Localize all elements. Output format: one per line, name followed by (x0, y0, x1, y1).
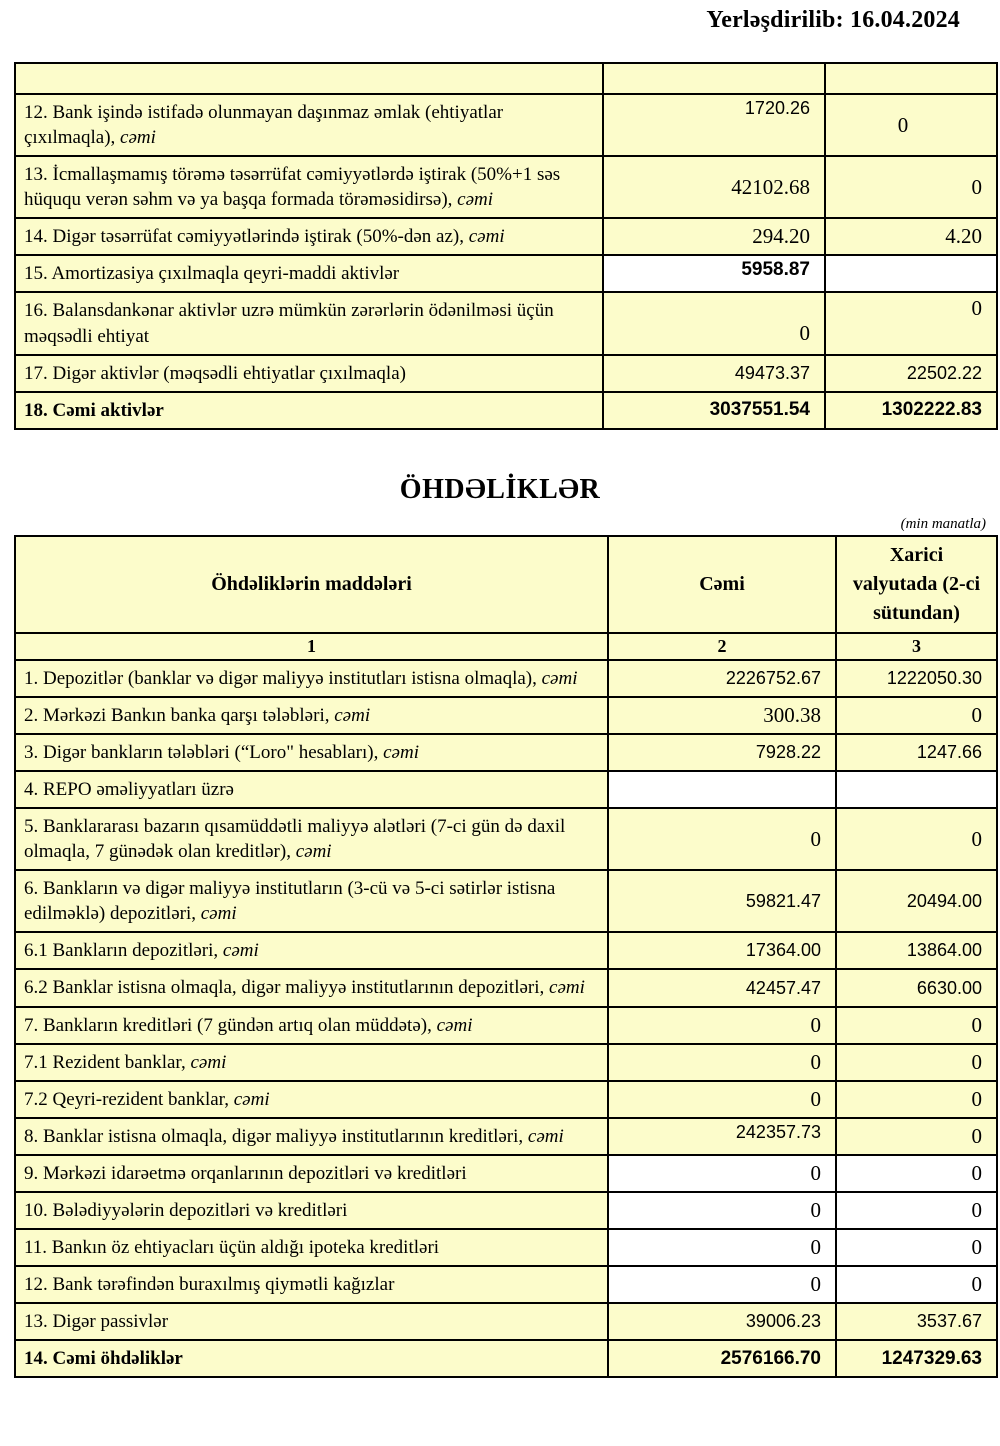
row-label: 18. Cəmi aktivlər (15, 392, 603, 429)
foreign-currency-value-cell: 0 (825, 292, 997, 354)
column-number-1: 1 (15, 633, 608, 660)
foreign-currency-value-cell: 1247.66 (836, 734, 997, 771)
column-number-2: 2 (608, 633, 836, 660)
table-row (15, 1044, 997, 1081)
foreign-currency-value-cell: 13864.00 (836, 932, 997, 969)
total-value-cell: 42102.68 (603, 156, 825, 218)
row-label: 14. Digər təsərrüfat cəmiyyətlərində iştirak (50%-dən az), cəmi (15, 218, 603, 255)
row-label: 15. Amortizasiya çıxılmaqla qeyri-maddi aktivlər (15, 255, 603, 292)
total-value-cell: 59821.47 (608, 870, 836, 932)
total-value-cell: 242357.73 (608, 1118, 836, 1155)
row-label-italic-suffix: cəmi (295, 841, 332, 863)
table-row (15, 734, 997, 771)
total-value-cell (603, 63, 825, 94)
section-title: ÖHDƏLİKLƏR (399, 473, 601, 505)
row-label-italic-suffix: cəmi (200, 903, 237, 925)
foreign-currency-value-cell: 0 (825, 94, 997, 156)
total-value-cell: 0 (608, 1155, 836, 1192)
row-label: 5. Banklararası bazarın qısamüddətli maliyyə alətləri (7-ci gün də daxil olmaqla, 7 günədək olan kreditlər), cəmi (15, 808, 608, 870)
foreign-currency-value-cell: 0 (836, 1192, 997, 1229)
row-label: 14. Cəmi öhdəliklər (15, 1340, 608, 1377)
foreign-currency-value-cell (825, 255, 997, 292)
table-row (15, 808, 997, 870)
row-label: 9. Mərkəzi idarəetmə orqanlarının depozitləri və kreditləri (15, 1155, 608, 1192)
table-row (15, 156, 997, 218)
table-row (15, 1340, 997, 1377)
total-value-cell: 300.38 (608, 697, 836, 734)
row-label: 16. Balansdankənar aktivlər uzrə mümkün zərərlərin ödənilməsi üçün məqsədli ehtiyat (15, 292, 603, 354)
total-value-cell: 294.20 (603, 218, 825, 255)
foreign-currency-value-cell: 4.20 (825, 218, 997, 255)
row-label (15, 63, 603, 94)
row-label: 6.1 Bankların depozitləri, cəmi (15, 932, 608, 969)
total-value-cell: 1720.26 (603, 94, 825, 156)
foreign-currency-value-cell: 0 (836, 1155, 997, 1192)
total-value-cell: 0 (603, 292, 825, 354)
table-row (15, 1118, 997, 1155)
row-label: 13. Digər passivlər (15, 1303, 608, 1340)
row-label: 7.1 Rezident banklar, cəmi (15, 1044, 608, 1081)
foreign-currency-value-cell: 0 (836, 1229, 997, 1266)
row-label-italic-suffix: cəmi (468, 226, 505, 248)
total-value-cell: 0 (608, 1192, 836, 1229)
row-label: 7. Bankların kreditləri (7 gündən artıq olan müddətə), cəmi (15, 1007, 608, 1044)
liabilities-table (14, 535, 998, 1379)
row-label-italic-suffix: cəmi (222, 940, 259, 962)
table-row (15, 1303, 997, 1340)
table-row (15, 932, 997, 969)
table-row (15, 63, 997, 94)
row-label: 8. Banklar istisna olmaqla, digər maliyyə institutlarının kreditləri, cəmi (15, 1118, 608, 1155)
row-label-italic-suffix: cəmi (549, 977, 585, 999)
foreign-currency-value-cell: 0 (836, 1266, 997, 1303)
table-row (15, 697, 997, 734)
row-label-italic-suffix: cəmi (527, 1125, 564, 1147)
column-number-row (15, 633, 997, 660)
foreign-currency-value-cell: 0 (836, 808, 997, 870)
table-row (15, 1229, 997, 1266)
liabilities-header-row (15, 536, 997, 633)
row-label: 6. Bankların və digər maliyyə institutların (3-cü və 5-ci sətirlər istisna edilməklə) depozitləri, cəmi (15, 870, 608, 932)
table-row (15, 969, 997, 1006)
foreign-currency-value-cell (836, 771, 997, 808)
table-row (15, 218, 997, 255)
table-row (15, 660, 997, 697)
foreign-currency-value-cell: 0 (836, 697, 997, 734)
total-value-cell (608, 771, 836, 808)
row-label-italic-suffix: cəmi (190, 1051, 227, 1073)
column-header-foreign-currency: Xarici valyutada (2-ci sütundan) (836, 536, 997, 633)
total-value-cell: 7928.22 (608, 734, 836, 771)
total-value-cell: 0 (608, 1266, 836, 1303)
units-note: (min manatla) (900, 515, 986, 532)
column-header-total: Cəmi (608, 536, 836, 633)
foreign-currency-value-cell: 0 (825, 156, 997, 218)
row-label-italic-suffix: cəmi (383, 741, 419, 763)
table-row (15, 771, 997, 808)
table-row (15, 94, 997, 156)
foreign-currency-value-cell: 20494.00 (836, 870, 997, 932)
row-label: 1. Depozitlər (banklar və digər maliyyə institutları istisna olmaqla), cəmi (15, 660, 608, 697)
total-value-cell: 0 (608, 808, 836, 870)
total-value-cell: 2576166.70 (608, 1340, 836, 1377)
row-label: 6.2 Banklar istisna olmaqla, digər maliyyə institutlarının depozitləri, cəmi (15, 969, 608, 1006)
foreign-currency-value-cell: 22502.22 (825, 355, 997, 392)
row-label: 11. Bankın öz ehtiyacları üçün aldığı ipoteka kreditləri (15, 1229, 608, 1266)
table-row (15, 355, 997, 392)
assets-table (14, 62, 998, 430)
row-label-italic-suffix: cəmi (334, 704, 371, 726)
table-row (15, 392, 997, 429)
total-value-cell: 0 (608, 1229, 836, 1266)
table-row (15, 292, 997, 354)
row-label: 17. Digər aktivlər (məqsədli ehtiyatlar çıxılmaqla) (15, 355, 603, 392)
foreign-currency-value-cell: 0 (836, 1118, 997, 1155)
row-label-italic-suffix: cəmi (233, 1088, 270, 1110)
table-row (15, 255, 997, 292)
row-label-italic-suffix: cəmi (457, 189, 494, 211)
foreign-currency-value-cell: 0 (836, 1044, 997, 1081)
row-label-italic-suffix: cəmi (436, 1014, 473, 1036)
total-value-cell: 0 (608, 1007, 836, 1044)
table-row (15, 1155, 997, 1192)
foreign-currency-value-cell (825, 63, 997, 94)
row-label: 12. Bank tərəfindən buraxılmış qiymətli kağızlar (15, 1266, 608, 1303)
total-value-cell: 49473.37 (603, 355, 825, 392)
row-label-italic-suffix: cəmi (541, 667, 578, 689)
foreign-currency-value-cell: 3537.67 (836, 1303, 997, 1340)
row-label: 12. Bank işində istifadə olunmayan daşınmaz əmlak (ehtiyatlar çıxılmaqla), cəmi (15, 94, 603, 156)
column-number-3: 3 (836, 633, 997, 660)
table-row (15, 1007, 997, 1044)
row-label: 10. Bələdiyyələrin depozitləri və kreditləri (15, 1192, 608, 1229)
foreign-currency-value-cell: 1247329.63 (836, 1340, 997, 1377)
total-value-cell: 17364.00 (608, 932, 836, 969)
total-value-cell: 39006.23 (608, 1303, 836, 1340)
total-value-cell: 3037551.54 (603, 392, 825, 429)
posted-date: Yerləşdirilib: 16.04.2024 (706, 7, 960, 33)
table-row (15, 870, 997, 932)
row-label: 3. Digər bankların tələbləri (“Loro" hesabları), cəmi (15, 734, 608, 771)
row-label: 4. REPO əməliyyatları üzrə (15, 771, 608, 808)
row-label-italic-suffix: cəmi (120, 127, 156, 149)
foreign-currency-value-cell: 1222050.30 (836, 660, 997, 697)
table-row (15, 1266, 997, 1303)
total-value-cell: 2226752.67 (608, 660, 836, 697)
total-value-cell: 0 (608, 1044, 836, 1081)
column-header-items: Öhdəliklərin maddələri (15, 536, 608, 633)
foreign-currency-value-cell: 1302222.83 (825, 392, 997, 429)
total-value-cell: 5958.87 (603, 255, 825, 292)
table-row (15, 1081, 997, 1118)
foreign-currency-value-cell: 6630.00 (836, 969, 997, 1006)
total-value-cell: 0 (608, 1081, 836, 1118)
row-label: 7.2 Qeyri-rezident banklar, cəmi (15, 1081, 608, 1118)
foreign-currency-value-cell: 0 (836, 1081, 997, 1118)
row-label: 13. İcmallaşmamış törəmə təsərrüfat cəmiyyətlərdə iştirak (50%+1 səs hüququ verən səhm və ya başqa formada törəməsidirsə), cəmi (15, 156, 603, 218)
total-value-cell: 42457.47 (608, 969, 836, 1006)
foreign-currency-value-cell: 0 (836, 1007, 997, 1044)
table-row (15, 1192, 997, 1229)
row-label: 2. Mərkəzi Bankın banka qarşı tələbləri, cəmi (15, 697, 608, 734)
